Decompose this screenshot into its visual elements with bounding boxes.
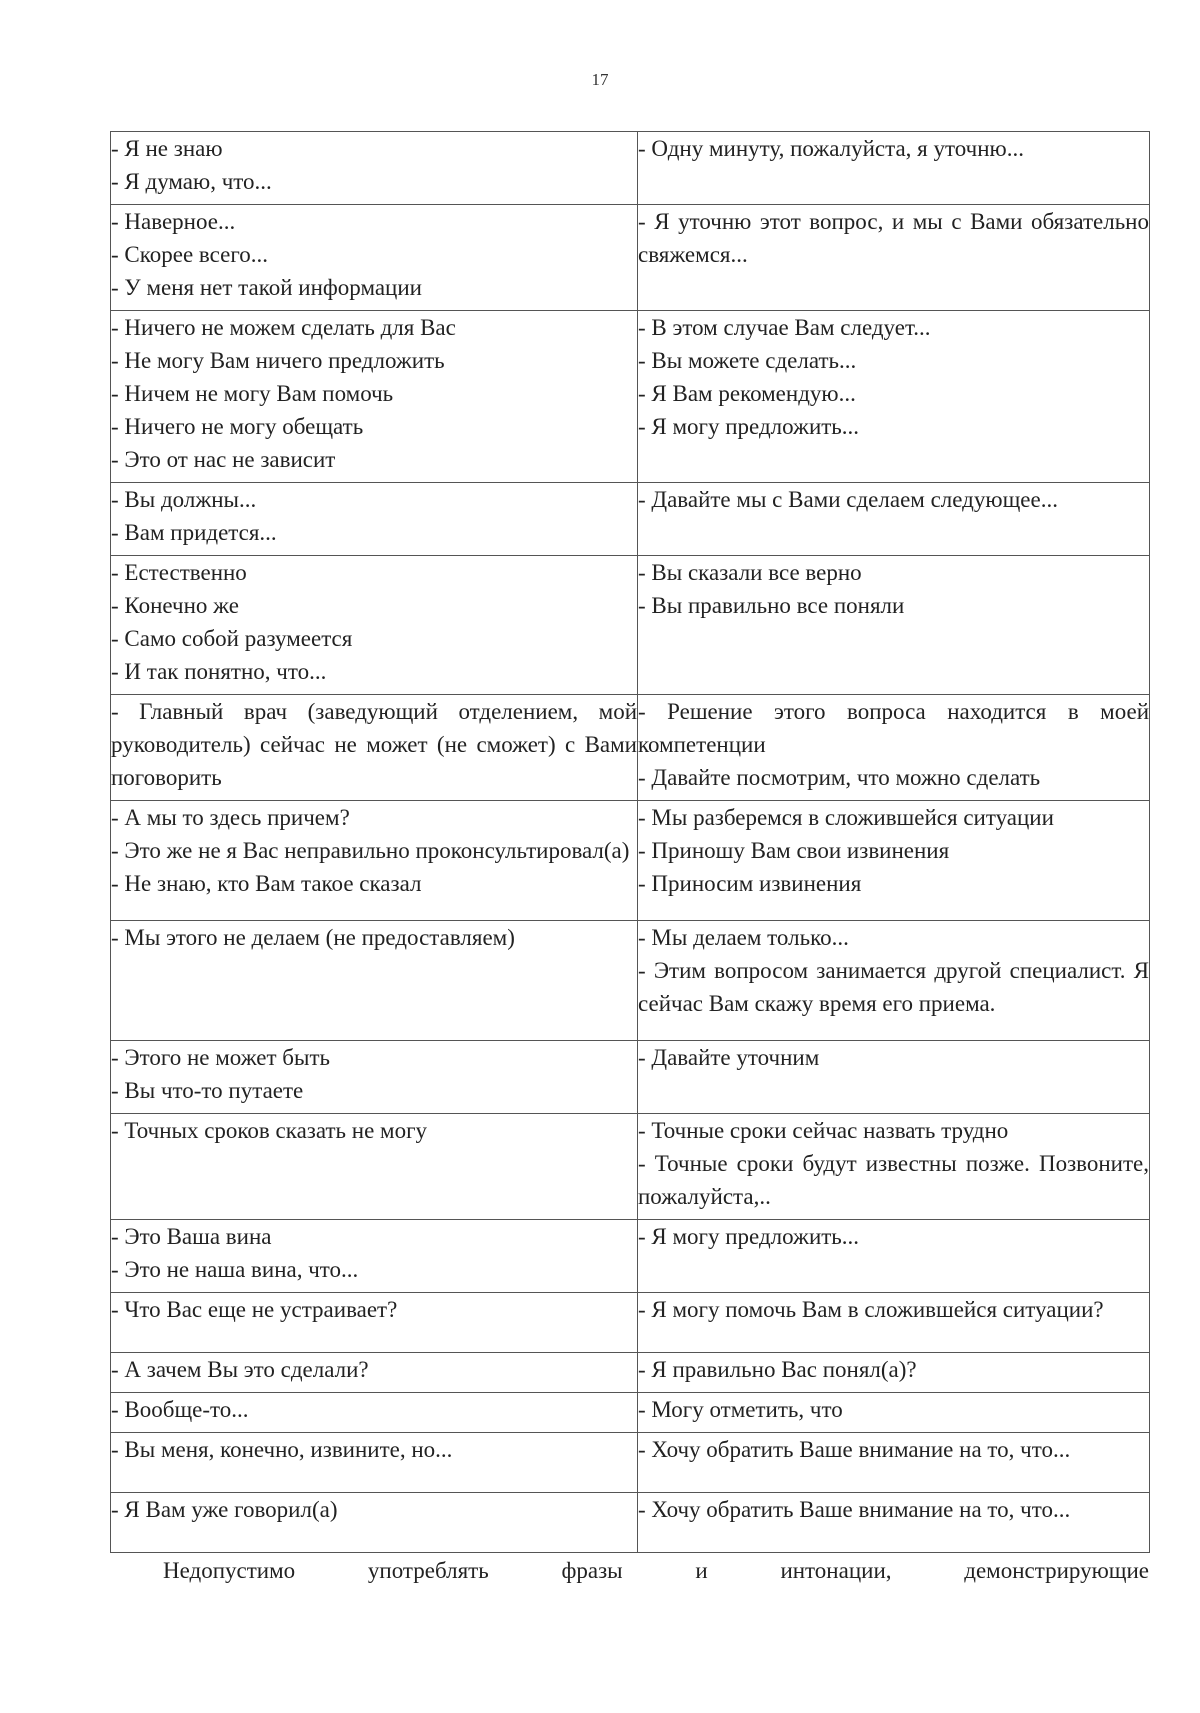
unacceptable-phrase-cell (111, 1041, 638, 1114)
table-row (111, 205, 1150, 311)
recommended-phrase-cell (638, 556, 1150, 695)
recommended-phrase-cell (638, 311, 1150, 483)
unacceptable-phrase: - Вы меня, конечно, извините, но... (111, 1437, 453, 1462)
recommended-phrase-cell (638, 1041, 1150, 1114)
unacceptable-phrase: - Главный врач (заведующий отделением, мой руководитель) сейчас не может (не сможет) с Вами поговорить (111, 699, 637, 790)
unacceptable-phrase: - Вам придется... (111, 520, 277, 545)
table-row (111, 132, 1150, 205)
recommended-phrase-cell (638, 695, 1150, 801)
unacceptable-phrase-cell (111, 1220, 638, 1293)
recommended-phrase: - Давайте посмотрим, что можно сделать (638, 765, 1041, 790)
unacceptable-phrase: - Этого не может быть (111, 1045, 330, 1070)
unacceptable-phrase: - Я Вам уже говорил(а) (111, 1497, 338, 1522)
recommended-phrase-cell (638, 483, 1150, 556)
page-number: 17 (591, 70, 609, 89)
unacceptable-phrase-cell (111, 311, 638, 483)
recommended-phrase: - Вы сказали все верно (638, 560, 862, 585)
unacceptable-phrase-cell (111, 1293, 638, 1353)
unacceptable-phrase: - Ничего не могу обещать (111, 414, 364, 439)
unacceptable-phrase-cell (111, 1353, 638, 1393)
recommended-phrase-cell (638, 1114, 1150, 1220)
unacceptable-phrase-cell (111, 695, 638, 801)
unacceptable-phrase: - Это Ваша вина (111, 1224, 272, 1249)
unacceptable-phrase: - Не могу Вам ничего предложить (111, 348, 445, 373)
recommended-phrase: - Точные сроки будут известны позже. Позвоните, пожалуйста,.. (638, 1151, 1149, 1209)
unacceptable-phrase: - Вы должны... (111, 487, 257, 512)
unacceptable-phrase-cell (111, 801, 638, 921)
recommended-phrase: - Я правильно Вас понял(а)? (638, 1357, 917, 1382)
footer-paragraph: Недопустимо употреблять фразы и интонации, демонстрирующие (163, 1558, 1149, 1583)
unacceptable-phrase: - Точных сроков сказать не могу (111, 1118, 428, 1143)
unacceptable-phrase: - Я думаю, что... (111, 169, 272, 194)
table-row (111, 801, 1150, 921)
recommended-phrase: - Приносим извинения (638, 871, 862, 896)
unacceptable-phrase: - Это не наша вина, что... (111, 1257, 359, 1282)
recommended-phrase-cell (638, 1393, 1150, 1433)
unacceptable-phrase: - Само собой разумеется (111, 626, 353, 651)
recommended-phrase: - Приношу Вам свои извинения (638, 838, 950, 863)
unacceptable-phrase-cell (111, 921, 638, 1041)
unacceptable-phrase: - Конечно же (111, 593, 239, 618)
recommended-phrase: - Хочу обратить Ваше внимание на то, что... (638, 1437, 1071, 1462)
recommended-phrase: - Я Вам рекомендую... (638, 381, 856, 406)
unacceptable-phrase: - Что Вас еще не устраивает? (111, 1297, 398, 1322)
unacceptable-phrase: - Я не знаю (111, 136, 223, 161)
unacceptable-phrase: - Ничего не можем сделать для Вас (111, 315, 456, 340)
table-row (111, 1041, 1150, 1114)
unacceptable-phrase-cell (111, 132, 638, 205)
unacceptable-phrase: - Скорее всего... (111, 242, 268, 267)
recommended-phrase-cell (638, 801, 1150, 921)
unacceptable-phrase: - Это же не я Вас неправильно проконсультировал(а) (111, 838, 630, 863)
recommended-phrase-cell (638, 205, 1150, 311)
recommended-phrase: - Я могу предложить... (638, 414, 860, 439)
recommended-phrase: - Вы правильно все поняли (638, 593, 905, 618)
unacceptable-phrase: - Не знаю, кто Вам такое сказал (111, 871, 422, 896)
table-row (111, 311, 1150, 483)
recommended-phrase: - Мы делаем только... (638, 925, 849, 950)
recommended-phrase-cell (638, 921, 1150, 1041)
recommended-phrase: - Я могу помочь Вам в сложившейся ситуации? (638, 1297, 1104, 1322)
table-row (111, 921, 1150, 1041)
recommended-phrase: - Мы разберемся в сложившейся ситуации (638, 805, 1054, 830)
table-row (111, 1433, 1150, 1493)
recommended-phrase: - Давайте мы с Вами сделаем следующее... (638, 487, 1058, 512)
phrases-table-body (111, 132, 1150, 1553)
recommended-phrase: - Вы можете сделать... (638, 348, 857, 373)
recommended-phrase: - Одну минуту, пожалуйста, я уточню... (638, 136, 1024, 161)
unacceptable-phrase: - Ничем не могу Вам помочь (111, 381, 394, 406)
phrases-table (110, 131, 1150, 1553)
unacceptable-phrase-cell (111, 1433, 638, 1493)
recommended-phrase: - Могу отметить, что (638, 1397, 843, 1422)
recommended-phrase: - Хочу обратить Ваше внимание на то, что... (638, 1497, 1071, 1522)
unacceptable-phrase: - Это от нас не зависит (111, 447, 336, 472)
recommended-phrase: - Этим вопросом занимается другой специалист. Я сейчас Вам скажу время его приема. (638, 958, 1149, 1016)
unacceptable-phrase: - Вы что-то путаете (111, 1078, 304, 1103)
unacceptable-phrase: - Мы этого не делаем (не предоставляем) (111, 925, 515, 950)
unacceptable-phrase-cell (111, 1493, 638, 1553)
unacceptable-phrase-cell (111, 483, 638, 556)
table-row (111, 1353, 1150, 1393)
recommended-phrase-cell (638, 1293, 1150, 1353)
recommended-phrase-cell (638, 1433, 1150, 1493)
recommended-phrase-cell (638, 1353, 1150, 1393)
recommended-phrase-cell (638, 132, 1150, 205)
table-row (111, 483, 1150, 556)
unacceptable-phrase: - А мы то здесь причем? (111, 805, 350, 830)
table-row (111, 1293, 1150, 1353)
table-row (111, 556, 1150, 695)
table-row (111, 695, 1150, 801)
unacceptable-phrase-cell (111, 1393, 638, 1433)
recommended-phrase-cell (638, 1493, 1150, 1553)
recommended-phrase-cell (638, 1220, 1150, 1293)
table-row (111, 1220, 1150, 1293)
table-row (111, 1493, 1150, 1553)
recommended-phrase: - Я уточню этот вопрос, и мы с Вами обязательно свяжемся... (638, 209, 1149, 267)
table-row (111, 1114, 1150, 1220)
recommended-phrase: - Решение этого вопроса находится в моей компетенции (638, 699, 1149, 757)
unacceptable-phrase: - У меня нет такой информации (111, 275, 422, 300)
unacceptable-phrase: - Естественно (111, 560, 247, 585)
unacceptable-phrase-cell (111, 205, 638, 311)
unacceptable-phrase: - И так понятно, что... (111, 659, 327, 684)
table-row (111, 1393, 1150, 1433)
unacceptable-phrase: - Вообще-то... (111, 1397, 249, 1422)
recommended-phrase: - Я могу предложить... (638, 1224, 860, 1249)
recommended-phrase: - В этом случае Вам следует... (638, 315, 931, 340)
recommended-phrase: - Давайте уточним (638, 1045, 820, 1070)
unacceptable-phrase: - А зачем Вы это сделали? (111, 1357, 369, 1382)
unacceptable-phrase-cell (111, 556, 638, 695)
unacceptable-phrase: - Наверное... (111, 209, 236, 234)
unacceptable-phrase-cell (111, 1114, 638, 1220)
recommended-phrase: - Точные сроки сейчас назвать трудно (638, 1118, 1009, 1143)
